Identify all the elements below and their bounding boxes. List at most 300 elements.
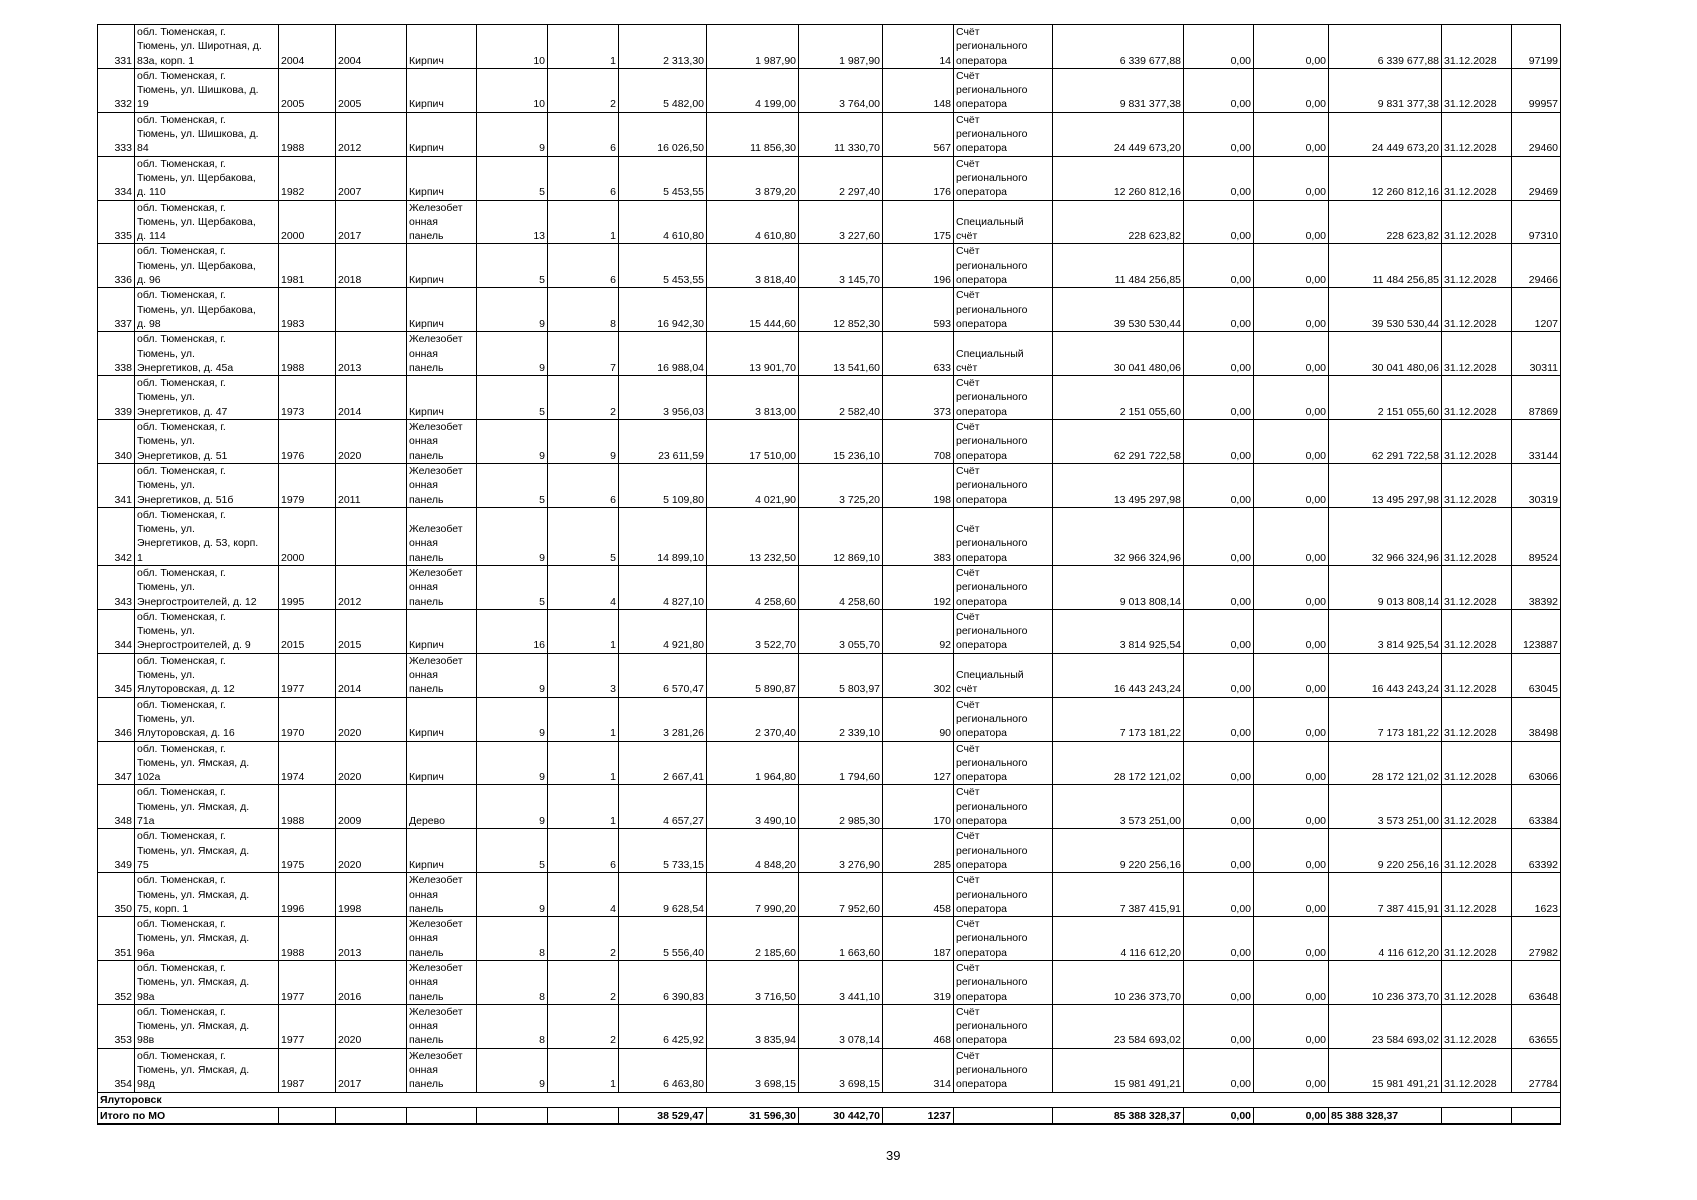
row-number-cell: 334 [98,156,135,200]
deadline-date-cell: 31.12.2028 [1442,1048,1512,1092]
area-total-cell: 5 453,55 [619,156,707,200]
year-renovated-cell: 2020 [336,697,407,741]
year-renovated-cell: 2015 [336,609,407,653]
cost-part-2-cell: 0,00 [1254,376,1329,420]
area-living-cell: 11 856,30 [707,112,799,156]
floors-cell: 8 [477,1004,548,1048]
year-built-cell: 1970 [279,697,336,741]
year-built-cell: 1979 [279,463,336,507]
cost-total-cell: 7 173 181,22 [1329,697,1442,741]
wall-material-cell: Железобет онная панель [407,420,477,464]
house-id-cell: 89524 [1512,507,1561,565]
address-cell: обл. Тюменская, г. Тюмень, ул. Щербакова, д. 96 [135,244,279,288]
cost-total-cell: 4 116 612,20 [1329,917,1442,961]
area-owned-cell: 12 869,10 [799,507,883,565]
cost-cell: 13 495 297,98 [1053,463,1184,507]
table-row [98,1048,1561,1092]
total-c2: 0,00 [1254,1107,1329,1124]
area-living-cell: 13 901,70 [707,332,799,376]
year-renovated-cell: 2020 [336,1004,407,1048]
cost-part-2-cell: 0,00 [1254,244,1329,288]
entrances-cell: 5 [548,507,619,565]
area-total-cell: 2 667,41 [619,741,707,785]
cost-part-2-cell: 0,00 [1254,565,1329,609]
year-built-cell: 2000 [279,200,336,244]
cost-cell: 9 220 256,16 [1053,829,1184,873]
area-living-cell: 3 879,20 [707,156,799,200]
cost-part-1-cell: 0,00 [1184,112,1254,156]
area-owned-cell: 13 541,60 [799,332,883,376]
house-id-cell: 38392 [1512,565,1561,609]
row-number-cell: 331 [98,25,135,69]
cost-total-cell: 28 172 121,02 [1329,741,1442,785]
cost-part-2-cell: 0,00 [1254,1048,1329,1092]
cost-total-cell: 24 449 673,20 [1329,112,1442,156]
year-renovated-cell: 2011 [336,463,407,507]
entrances-cell: 2 [548,376,619,420]
table-row [98,565,1561,609]
entrances-cell: 2 [548,1004,619,1048]
area-owned-cell: 3 276,90 [799,829,883,873]
entrances-cell: 2 [548,961,619,1005]
cost-total-cell: 39 530 530,44 [1329,288,1442,332]
cost-part-2-cell: 0,00 [1254,697,1329,741]
cost-part-1-cell: 0,00 [1184,288,1254,332]
row-number-cell: 351 [98,917,135,961]
buildings-table [97,24,1561,1125]
area-owned-cell: 3 227,60 [799,200,883,244]
wall-material-cell: Железобет онная панель [407,873,477,917]
area-owned-cell: 2 339,10 [799,697,883,741]
wall-material-cell: Кирпич [407,288,477,332]
cost-total-cell: 3 814 925,54 [1329,609,1442,653]
cost-part-1-cell: 0,00 [1184,156,1254,200]
table-row [98,25,1561,69]
cost-cell: 32 966 324,96 [1053,507,1184,565]
cost-part-1-cell: 0,00 [1184,200,1254,244]
house-id-cell: 30319 [1512,463,1561,507]
area-owned-cell: 12 852,30 [799,288,883,332]
year-renovated-cell: 2013 [336,917,407,961]
wall-material-cell: Железобет онная панель [407,961,477,1005]
address-cell: обл. Тюменская, г. Тюмень, ул. Щербакова, д. 110 [135,156,279,200]
floors-cell: 9 [477,507,548,565]
row-number-cell: 333 [98,112,135,156]
address-cell: обл. Тюменская, г. Тюмень, ул. Ямская, д. 75, корп. 1 [135,873,279,917]
cost-part-1-cell: 0,00 [1184,420,1254,464]
area-total-cell: 5 109,80 [619,463,707,507]
fund-method-cell: Счёт регионального оператора [954,565,1053,609]
fund-method-cell: Счёт регионального оператора [954,609,1053,653]
house-id-cell: 97199 [1512,25,1561,69]
cost-part-1-cell: 0,00 [1184,507,1254,565]
area-total-cell: 9 628,54 [619,873,707,917]
year-built-cell: 1977 [279,961,336,1005]
cost-total-cell: 9 220 256,16 [1329,829,1442,873]
floors-cell: 16 [477,609,548,653]
region-label: Ялуторовск [98,1092,1561,1107]
entrances-cell: 8 [548,288,619,332]
residents-cell: 373 [883,376,954,420]
year-built-cell: 1981 [279,244,336,288]
cost-part-2-cell: 0,00 [1254,785,1329,829]
year-renovated-cell: 2012 [336,112,407,156]
wall-material-cell: Железобет онная панель [407,463,477,507]
area-owned-cell: 7 952,60 [799,873,883,917]
table-row [98,609,1561,653]
cost-part-1-cell: 0,00 [1184,697,1254,741]
cost-total-cell: 12 260 812,16 [1329,156,1442,200]
entrances-cell: 9 [548,420,619,464]
area-living-cell: 1 987,90 [707,25,799,69]
area-living-cell: 1 964,80 [707,741,799,785]
entrances-cell: 6 [548,156,619,200]
floors-cell: 9 [477,785,548,829]
fund-method-cell: Счёт регионального оператора [954,1048,1053,1092]
year-renovated-cell: 2014 [336,376,407,420]
residents-cell: 458 [883,873,954,917]
house-id-cell: 33144 [1512,420,1561,464]
year-renovated-cell: 2020 [336,741,407,785]
cost-part-2-cell: 0,00 [1254,917,1329,961]
fund-method-cell: Счёт регионального оператора [954,829,1053,873]
cost-part-1-cell: 0,00 [1184,376,1254,420]
wall-material-cell: Кирпич [407,244,477,288]
wall-material-cell: Железобет онная панель [407,200,477,244]
residents-cell: 302 [883,653,954,697]
floors-cell: 13 [477,200,548,244]
house-id-cell: 38498 [1512,697,1561,741]
cost-cell: 6 339 677,88 [1053,25,1184,69]
fund-method-cell: Счёт регионального оператора [954,917,1053,961]
entrances-cell: 1 [548,785,619,829]
address-cell: обл. Тюменская, г. Тюмень, ул. Ямская, д. 102а [135,741,279,785]
cost-part-2-cell: 0,00 [1254,609,1329,653]
table-row [98,697,1561,741]
cost-part-1-cell: 0,00 [1184,565,1254,609]
cost-part-2-cell: 0,00 [1254,463,1329,507]
wall-material-cell: Железобет онная панель [407,1004,477,1048]
house-id-cell: 123887 [1512,609,1561,653]
wall-material-cell: Кирпич [407,25,477,69]
cost-total-cell: 3 573 251,00 [1329,785,1442,829]
entrances-cell: 2 [548,917,619,961]
wall-material-cell: Кирпич [407,156,477,200]
house-id-cell: 27982 [1512,917,1561,961]
area-living-cell: 4 610,80 [707,200,799,244]
deadline-date-cell: 31.12.2028 [1442,200,1512,244]
residents-cell: 14 [883,25,954,69]
area-living-cell: 15 444,60 [707,288,799,332]
deadline-date-cell: 31.12.2028 [1442,873,1512,917]
total-area-owned: 30 442,70 [799,1107,883,1124]
entrances-cell: 3 [548,653,619,697]
address-cell: обл. Тюменская, г. Тюмень, ул. Щербакова, д. 114 [135,200,279,244]
residents-cell: 198 [883,463,954,507]
cost-cell: 23 584 693,02 [1053,1004,1184,1048]
fund-method-cell: Счёт регионального оператора [954,288,1053,332]
floors-cell: 9 [477,420,548,464]
table-row [98,112,1561,156]
area-owned-cell: 3 698,15 [799,1048,883,1092]
fund-method-cell: Специальный счёт [954,200,1053,244]
year-built-cell: 2004 [279,25,336,69]
house-id-cell: 97310 [1512,200,1561,244]
cost-total-cell: 15 981 491,21 [1329,1048,1442,1092]
wall-material-cell: Кирпич [407,829,477,873]
address-cell: обл. Тюменская, г. Тюмень, ул. Энергетиков, д. 51 [135,420,279,464]
fund-method-cell: Счёт регионального оператора [954,507,1053,565]
residents-cell: 90 [883,697,954,741]
cost-part-1-cell: 0,00 [1184,244,1254,288]
year-built-cell: 1982 [279,156,336,200]
deadline-date-cell: 31.12.2028 [1442,697,1512,741]
address-cell: обл. Тюменская, г. Тюмень, ул. Ямская, д. 98в [135,1004,279,1048]
cost-part-1-cell: 0,00 [1184,741,1254,785]
cost-cell: 4 116 612,20 [1053,917,1184,961]
wall-material-cell: Дерево [407,785,477,829]
cost-total-cell: 2 151 055,60 [1329,376,1442,420]
house-id-cell: 63648 [1512,961,1561,1005]
floors-cell: 9 [477,288,548,332]
year-renovated-cell: 2012 [336,565,407,609]
row-number-cell: 354 [98,1048,135,1092]
wall-material-cell: Железобет онная панель [407,917,477,961]
cost-part-1-cell: 0,00 [1184,917,1254,961]
residents-cell: 593 [883,288,954,332]
area-living-cell: 2 185,60 [707,917,799,961]
cost-part-1-cell: 0,00 [1184,609,1254,653]
row-number-cell: 349 [98,829,135,873]
area-owned-cell: 11 330,70 [799,112,883,156]
cost-cell: 7 173 181,22 [1053,697,1184,741]
residents-cell: 314 [883,1048,954,1092]
cost-total-cell: 9 831 377,38 [1329,68,1442,112]
entrances-cell: 1 [548,741,619,785]
address-cell: обл. Тюменская, г. Тюмень, ул. Ялуторовская, д. 12 [135,653,279,697]
address-cell: обл. Тюменская, г. Тюмень, ул. Энергетиков, д. 51б [135,463,279,507]
deadline-date-cell: 31.12.2028 [1442,1004,1512,1048]
entrances-cell: 1 [548,1048,619,1092]
area-total-cell: 6 425,92 [619,1004,707,1048]
cost-part-1-cell: 0,00 [1184,653,1254,697]
cost-part-1-cell: 0,00 [1184,785,1254,829]
address-cell: обл. Тюменская, г. Тюмень, ул. Энергетиков, д. 45а [135,332,279,376]
cost-part-2-cell: 0,00 [1254,332,1329,376]
fund-method-cell: Счёт регионального оператора [954,697,1053,741]
wall-material-cell: Кирпич [407,376,477,420]
wall-material-cell: Кирпич [407,741,477,785]
row-number-cell: 353 [98,1004,135,1048]
cost-part-2-cell: 0,00 [1254,420,1329,464]
wall-material-cell: Кирпич [407,112,477,156]
area-total-cell: 14 899,10 [619,507,707,565]
cost-part-2-cell: 0,00 [1254,156,1329,200]
cost-part-1-cell: 0,00 [1184,332,1254,376]
area-total-cell: 23 611,59 [619,420,707,464]
area-owned-cell: 3 725,20 [799,463,883,507]
year-renovated-cell: 2007 [336,156,407,200]
year-renovated-cell: 2016 [336,961,407,1005]
address-cell: обл. Тюменская, г. Тюмень, ул. Шишкова, д. 84 [135,112,279,156]
residents-cell: 319 [883,961,954,1005]
area-living-cell: 3 835,94 [707,1004,799,1048]
area-owned-cell: 1 663,60 [799,917,883,961]
year-renovated-cell: 2017 [336,1048,407,1092]
wall-material-cell: Кирпич [407,697,477,741]
page-number: 39 [886,1148,901,1163]
area-total-cell: 16 026,50 [619,112,707,156]
row-number-cell: 343 [98,565,135,609]
table-row [98,420,1561,464]
entrances-cell: 6 [548,112,619,156]
area-living-cell: 5 890,87 [707,653,799,697]
table-row [98,653,1561,697]
wall-material-cell: Кирпич [407,609,477,653]
floors-cell: 9 [477,653,548,697]
row-number-cell: 352 [98,961,135,1005]
entrances-cell: 6 [548,463,619,507]
address-cell: обл. Тюменская, г. Тюмень, ул. Энергетиков, д. 47 [135,376,279,420]
fund-method-cell: Счёт регионального оператора [954,25,1053,69]
area-living-cell: 3 818,40 [707,244,799,288]
table-row [98,741,1561,785]
total-residents: 1237 [883,1107,954,1124]
year-built-cell: 2000 [279,507,336,565]
row-number-cell: 342 [98,507,135,565]
house-id-cell: 30311 [1512,332,1561,376]
cost-total-cell: 7 387 415,91 [1329,873,1442,917]
year-renovated-cell: 2013 [336,332,407,376]
row-number-cell: 345 [98,653,135,697]
fund-method-cell: Счёт регионального оператора [954,68,1053,112]
area-total-cell: 4 657,27 [619,785,707,829]
address-cell: обл. Тюменская, г. Тюмень, ул. Ямская, д. 98д [135,1048,279,1092]
area-living-cell: 3 490,10 [707,785,799,829]
cost-cell: 3 814 925,54 [1053,609,1184,653]
year-built-cell: 1974 [279,741,336,785]
deadline-date-cell: 31.12.2028 [1442,961,1512,1005]
year-renovated-cell: 2018 [336,244,407,288]
cost-part-2-cell: 0,00 [1254,1004,1329,1048]
total-cost2: 85 388 328,37 [1329,1107,1442,1124]
fund-method-cell: Счёт регионального оператора [954,244,1053,288]
deadline-date-cell: 31.12.2028 [1442,463,1512,507]
area-owned-cell: 1 794,60 [799,741,883,785]
area-total-cell: 3 281,26 [619,697,707,741]
house-id-cell: 63066 [1512,741,1561,785]
area-owned-cell: 2 985,30 [799,785,883,829]
table-row [98,200,1561,244]
house-id-cell: 63384 [1512,785,1561,829]
row-number-cell: 332 [98,68,135,112]
year-built-cell: 1983 [279,288,336,332]
entrances-cell: 7 [548,332,619,376]
area-owned-cell: 3 078,14 [799,1004,883,1048]
residents-cell: 285 [883,829,954,873]
year-renovated-cell: 2020 [336,829,407,873]
address-cell: обл. Тюменская, г. Тюмень, ул. Щербакова, д. 98 [135,288,279,332]
area-owned-cell: 3 441,10 [799,961,883,1005]
table-row [98,829,1561,873]
cost-part-1-cell: 0,00 [1184,25,1254,69]
deadline-date-cell: 31.12.2028 [1442,420,1512,464]
cost-part-2-cell: 0,00 [1254,68,1329,112]
wall-material-cell: Железобет онная панель [407,565,477,609]
area-total-cell: 6 463,80 [619,1048,707,1092]
address-cell: обл. Тюменская, г. Тюмень, ул. Энергостроителей, д. 12 [135,565,279,609]
table-row [98,917,1561,961]
floors-cell: 5 [477,463,548,507]
fund-method-cell: Счёт регионального оператора [954,785,1053,829]
area-living-cell: 3 813,00 [707,376,799,420]
fund-method-cell: Счёт регионального оператора [954,1004,1053,1048]
entrances-cell: 2 [548,68,619,112]
residents-cell: 127 [883,741,954,785]
row-number-cell: 346 [98,697,135,741]
area-owned-cell: 2 297,40 [799,156,883,200]
floors-cell: 9 [477,741,548,785]
year-renovated-cell: 2005 [336,68,407,112]
cost-part-2-cell: 0,00 [1254,200,1329,244]
floors-cell: 8 [477,961,548,1005]
area-total-cell: 16 942,30 [619,288,707,332]
fund-method-cell: Счёт регионального оператора [954,156,1053,200]
entrances-cell: 1 [548,697,619,741]
year-built-cell: 1976 [279,420,336,464]
row-number-cell: 341 [98,463,135,507]
total-row [98,1107,1561,1124]
cost-part-2-cell: 0,00 [1254,741,1329,785]
deadline-date-cell: 31.12.2028 [1442,156,1512,200]
area-living-cell: 13 232,50 [707,507,799,565]
residents-cell: 383 [883,507,954,565]
cost-cell: 16 443 243,24 [1053,653,1184,697]
cost-total-cell: 32 966 324,96 [1329,507,1442,565]
entrances-cell: 1 [548,609,619,653]
area-owned-cell: 4 258,60 [799,565,883,609]
cost-cell: 39 530 530,44 [1053,288,1184,332]
area-total-cell: 4 921,80 [619,609,707,653]
house-id-cell: 27784 [1512,1048,1561,1092]
deadline-date-cell: 31.12.2028 [1442,829,1512,873]
area-owned-cell: 3 764,00 [799,68,883,112]
cost-cell: 9 831 377,38 [1053,68,1184,112]
floors-cell: 9 [477,873,548,917]
entrances-cell: 6 [548,829,619,873]
table-row [98,332,1561,376]
table-row [98,463,1561,507]
cost-total-cell: 11 484 256,85 [1329,244,1442,288]
cost-cell: 7 387 415,91 [1053,873,1184,917]
year-renovated-cell: 2004 [336,25,407,69]
table-row [98,961,1561,1005]
residents-cell: 196 [883,244,954,288]
cost-cell: 11 484 256,85 [1053,244,1184,288]
cost-cell: 3 573 251,00 [1053,785,1184,829]
table-row [98,156,1561,200]
residents-cell: 170 [883,785,954,829]
table-row [98,68,1561,112]
address-cell: обл. Тюменская, г. Тюмень, ул. Ямская, д. 71а [135,785,279,829]
cost-part-2-cell: 0,00 [1254,507,1329,565]
cost-cell: 2 151 055,60 [1053,376,1184,420]
address-cell: обл. Тюменская, г. Тюмень, ул. Ямская, д. 96а [135,917,279,961]
area-total-cell: 5 556,40 [619,917,707,961]
fund-method-cell: Специальный счёт [954,332,1053,376]
year-renovated-cell: 1998 [336,873,407,917]
year-built-cell: 1996 [279,873,336,917]
